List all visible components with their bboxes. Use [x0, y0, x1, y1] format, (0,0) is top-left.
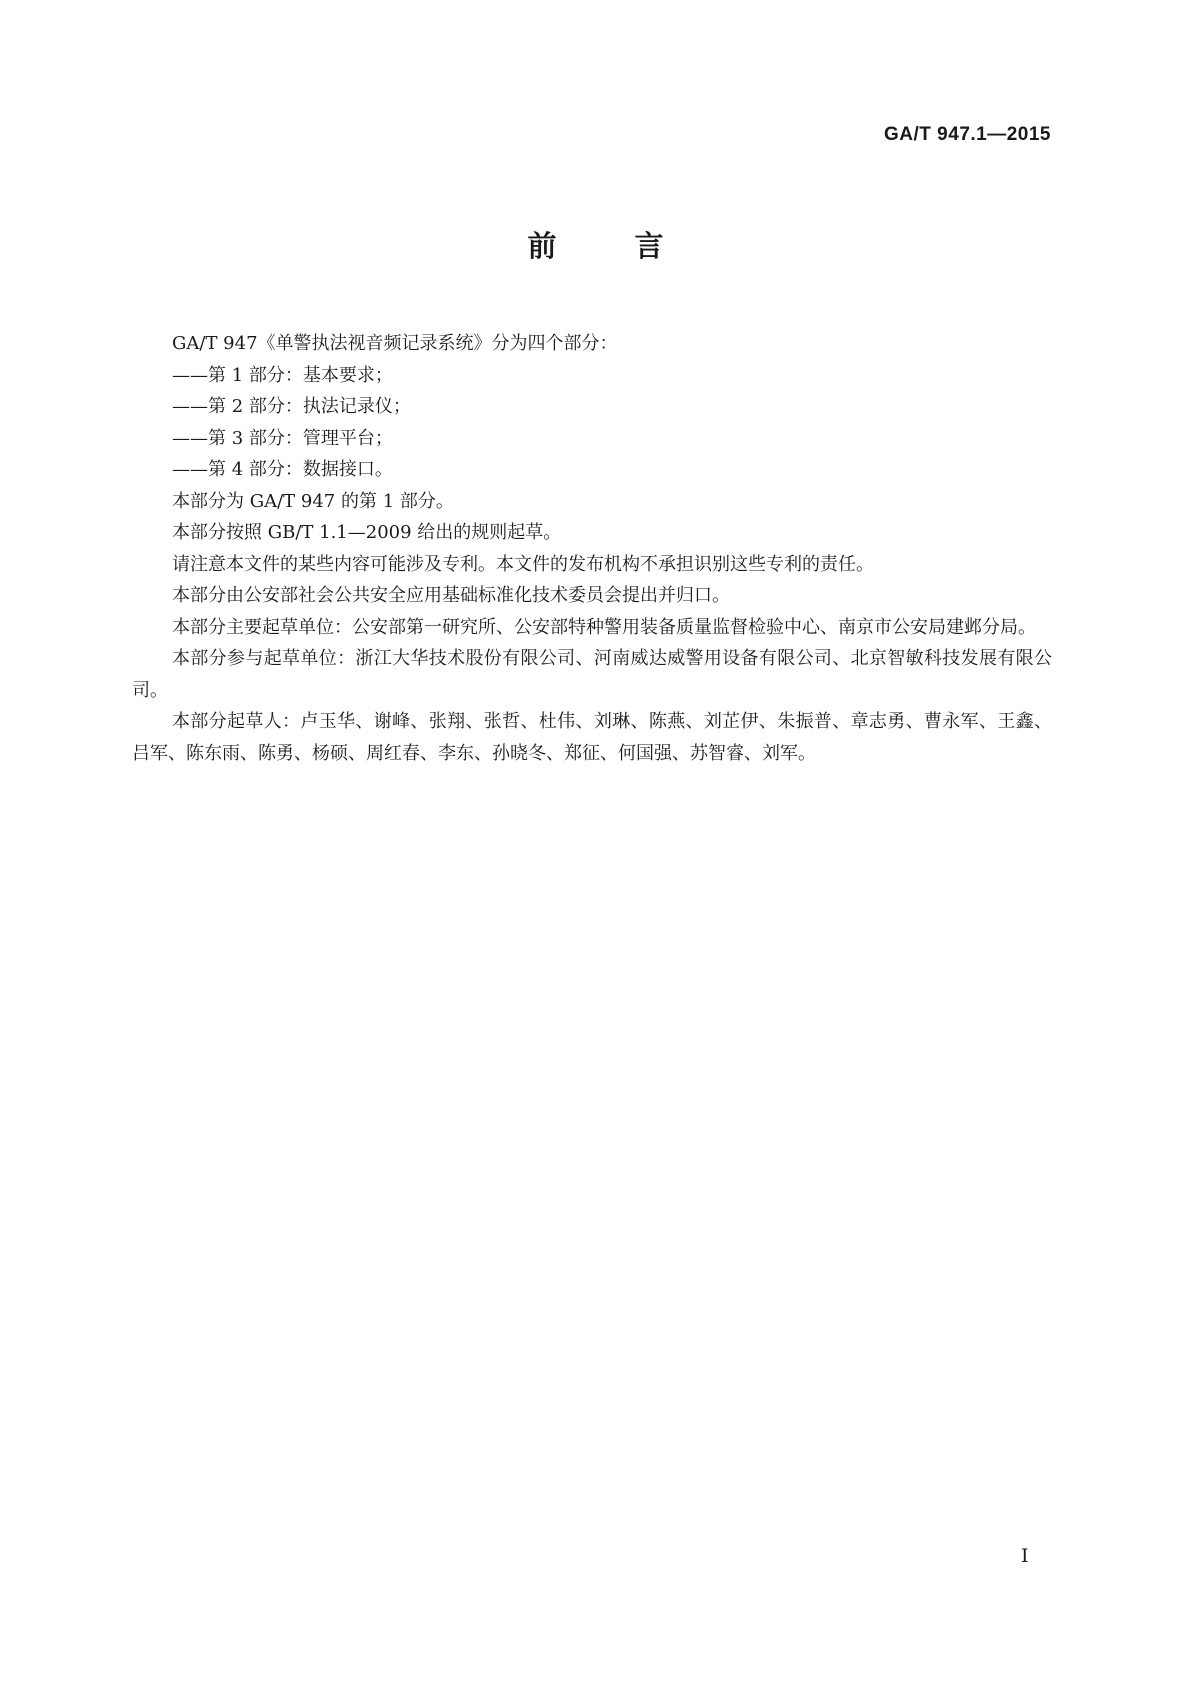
list-item-part-3: ——第 3 部分：管理平台；: [172, 427, 393, 449]
page-title: 前 言: [527, 229, 698, 263]
paragraph-drafting-rules: 本部分按照 GB/T 1.1—2009 给出的规则起草。: [172, 522, 562, 543]
standard-code: GA/T 947.1—2015: [884, 124, 1051, 145]
paragraph-main-drafters: 本部分主要起草单位：公安部第一研究所、公安部特种警用装备质量监督检验中心、南京市公安局建邺分局。: [172, 616, 1036, 638]
paragraph-participating-drafters: 本部分参与起草单位：浙江大华技术股份有限公司、河南威达威警用设备有限公司、北京智敏科技发展有限公司。: [132, 648, 1052, 701]
list-item-part-4: ——第 4 部分：数据接口。: [172, 459, 393, 480]
paragraph-patent-notice: 请注意本文件的某些内容可能涉及专利。本文件的发布机构不承担识别这些专利的责任。: [172, 553, 874, 575]
list-item-part-1: ——第 1 部分：基本要求；: [172, 364, 393, 386]
page-number: I: [1021, 1545, 1029, 1567]
foreword-body: [132, 328, 1052, 769]
paragraph-drafting-persons: 本部分起草人：卢玉华、谢峰、张翔、张哲、杜伟、刘琳、陈燕、刘芷伊、朱振普、章志勇、曹永军、王鑫、吕军、陈东雨、陈勇、杨硕、周红春、李东、孙晓冬、郑征、何国强、苏智睿、刘军。: [132, 711, 1052, 764]
list-item-part-2: ——第 2 部分：执法记录仪；: [172, 396, 411, 417]
paragraph-proposer: 本部分由公安部社会公共安全应用基础标准化技术委员会提出并归口。: [172, 585, 730, 606]
paragraph-intro: GA/T 947《单警执法视音频记录系统》分为四个部分：: [172, 333, 618, 354]
paragraph-scope: 本部分为 GA/T 947 的第 1 部分。: [172, 490, 454, 512]
